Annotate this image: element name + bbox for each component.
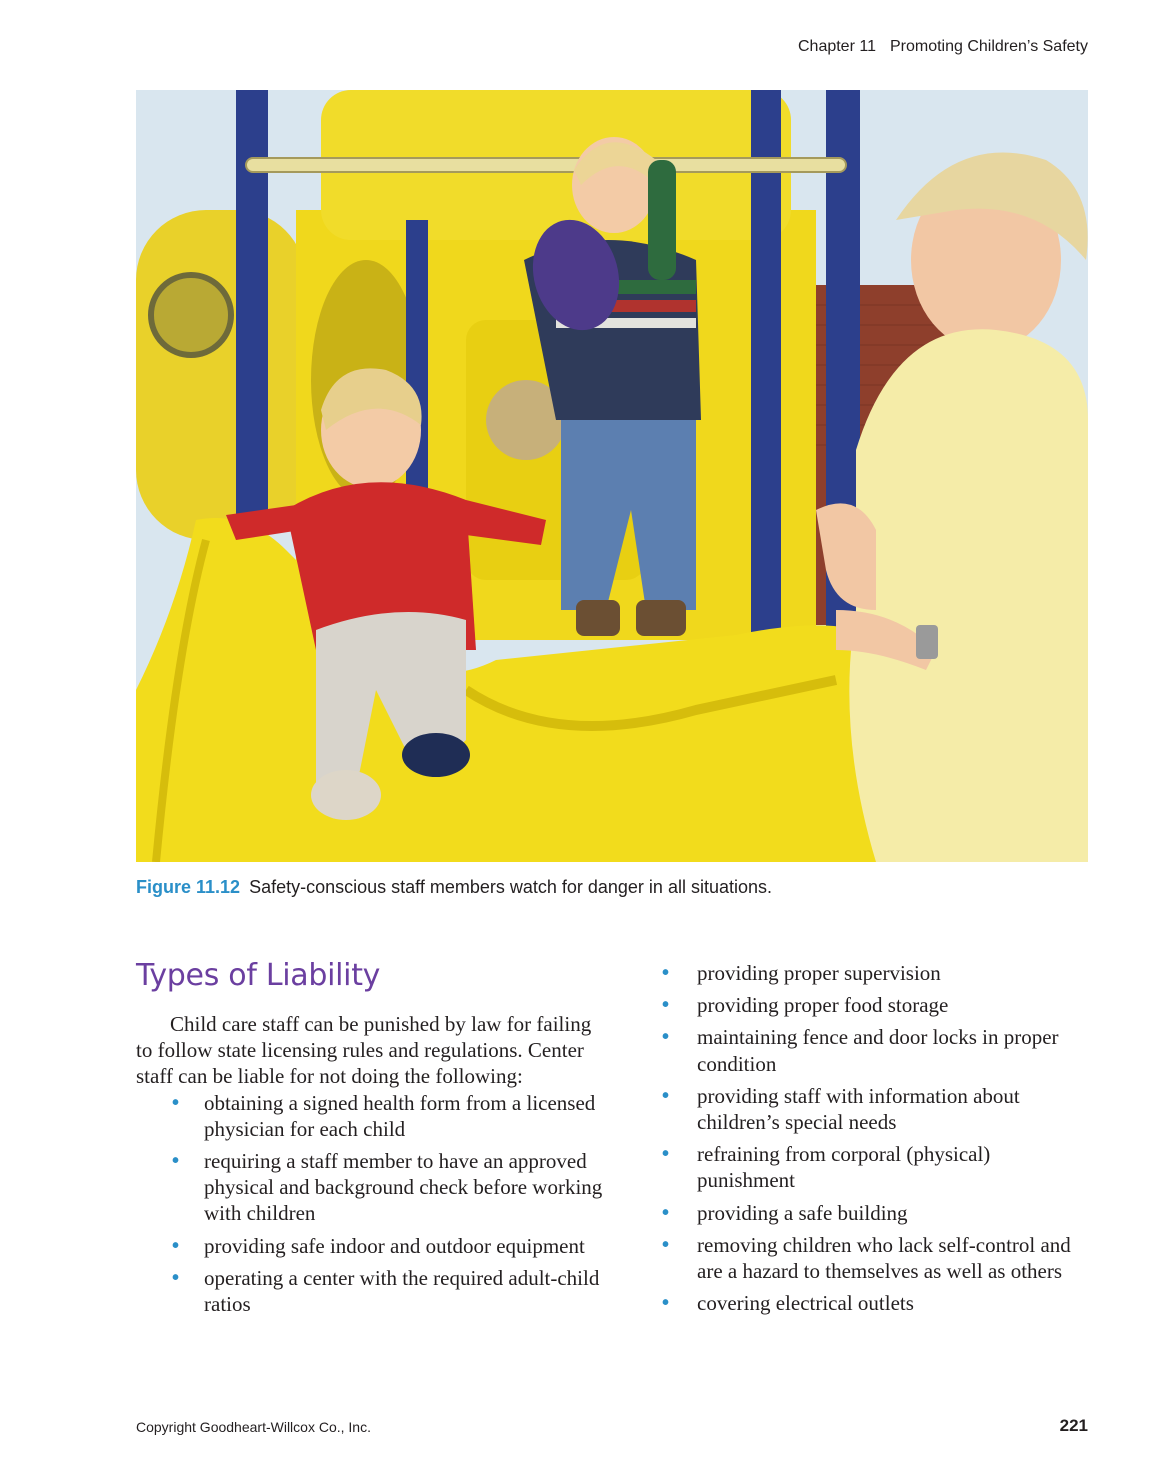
chapter-number: Chapter 11	[797, 38, 876, 55]
list-item-text: providing safe indoor and outdoor equipment	[204, 1233, 585, 1258]
bullet-icon: •	[662, 1201, 670, 1224]
list-item	[170, 1233, 606, 1259]
list-item	[660, 992, 1090, 1018]
list-item-text: providing proper supervision	[697, 961, 941, 985]
left-column	[136, 958, 606, 1323]
bullet-icon: •	[172, 1234, 180, 1257]
list-item	[170, 1090, 606, 1142]
list-item	[660, 1083, 1090, 1135]
list-item	[660, 1141, 1090, 1193]
copyright-notice: Copyright Goodheart-Willcox Co., Inc.	[136, 1419, 371, 1435]
bullet-icon: •	[662, 1026, 670, 1049]
list-item	[660, 1024, 1090, 1076]
running-head	[798, 38, 1088, 56]
left-tube	[136, 210, 306, 540]
chapter-title: Promoting Children’s Safety	[889, 38, 1088, 55]
right-column	[660, 960, 1090, 1322]
list-item-text: providing proper food storage	[697, 993, 949, 1018]
bullet-icon: •	[172, 1150, 180, 1173]
list-item-text: providing a safe building	[697, 1200, 908, 1225]
list-item-text: requiring a staff member to have an approved physical and background check before working with children	[204, 1149, 603, 1226]
list-item-text: providing staff with information about children’s special needs	[697, 1083, 1020, 1135]
list-item-text: maintaining fence and door locks in proper condition	[697, 1025, 1059, 1076]
list-item	[660, 960, 1090, 986]
list-item	[660, 1290, 1090, 1316]
list-item-text: refraining from corporal (physical) punishment	[697, 1142, 991, 1193]
right-bullet-list	[660, 960, 1090, 1316]
bullet-icon: •	[172, 1091, 180, 1114]
handle-bar	[246, 158, 846, 172]
blue-post-right	[751, 90, 781, 650]
left-bullet-list	[170, 1090, 606, 1318]
list-item	[170, 1148, 606, 1227]
list-item-text: covering electrical outlets	[697, 1291, 914, 1316]
list-item-text: obtaining a signed health form from a licensed physician for each child	[204, 1090, 596, 1141]
list-item	[170, 1265, 606, 1317]
bullet-icon: •	[662, 1143, 670, 1166]
bullet-icon: •	[172, 1266, 180, 1289]
section-heading: Types of Liability	[136, 958, 381, 993]
playground-photo	[136, 90, 1088, 862]
bullet-icon: •	[662, 962, 670, 984]
page-number: 221	[1059, 1416, 1088, 1435]
bullet-icon: •	[662, 1292, 670, 1315]
bullet-icon: •	[662, 1084, 670, 1107]
intro-paragraph: Child care staff can be punished by law for failing to follow state licensing rules and regulations. Center staff can be liable for not doing the following:	[136, 1012, 592, 1089]
figure-caption-text: Safety-conscious staff members watch for danger in all situations.	[249, 877, 772, 897]
list-item-text: operating a center with the required adult-child ratios	[204, 1265, 600, 1317]
bullet-icon: •	[662, 994, 670, 1017]
list-item	[660, 1200, 1090, 1226]
bullet-icon: •	[662, 1233, 670, 1256]
figure-caption	[136, 877, 772, 898]
figure-number: Figure 11.12	[136, 877, 241, 897]
list-item-text: removing children who lack self-control and are a hazard to themselves as well as others	[697, 1232, 1071, 1284]
list-item	[660, 1232, 1090, 1284]
